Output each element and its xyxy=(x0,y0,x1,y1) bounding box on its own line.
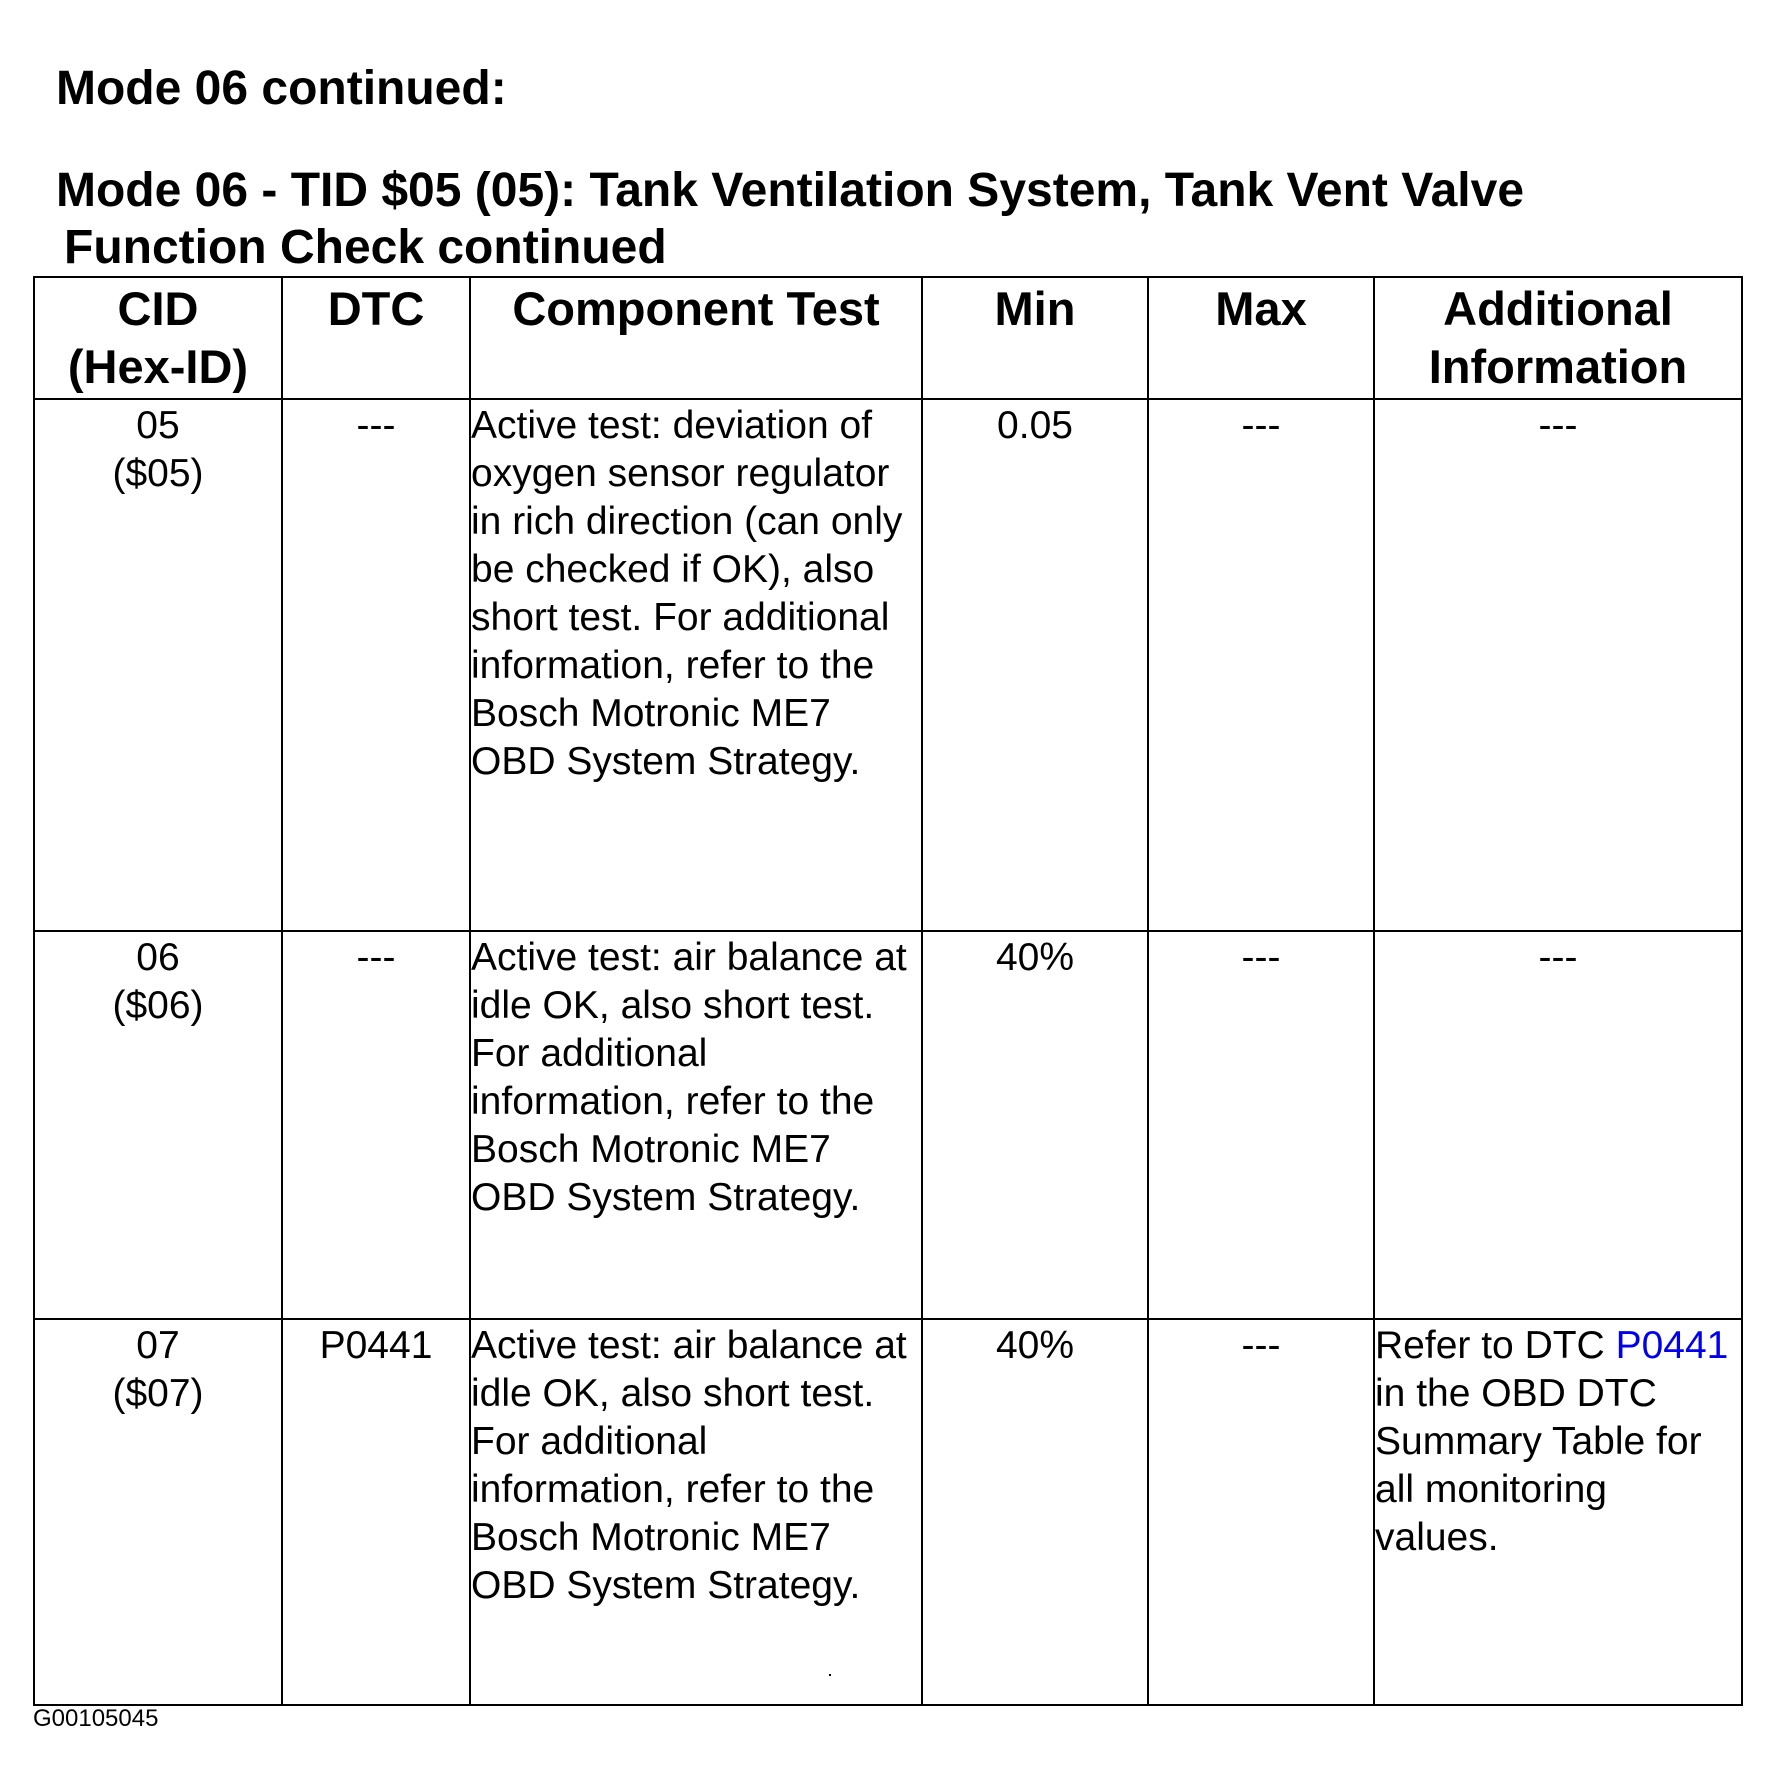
column-header-additional-line2: Information xyxy=(1428,340,1688,393)
table-row xyxy=(34,399,1742,931)
additional-info-cell: --- xyxy=(1374,931,1742,1319)
continued-heading: Mode 06 continued: xyxy=(56,62,507,115)
table-header-row xyxy=(34,277,1742,399)
dtc-p0441-link[interactable]: P0441 xyxy=(1615,1324,1729,1367)
min-cell: 40% xyxy=(922,1319,1148,1705)
dtc-cell: --- xyxy=(282,931,470,1319)
cid-cell xyxy=(34,931,282,1319)
section-title-line-1: Mode 06 - TID $05 (05): Tank Ventilation System, Tank Vent Valve xyxy=(56,164,1525,217)
column-header-max: Max xyxy=(1148,277,1374,399)
min-cell: 0.05 xyxy=(922,399,1148,931)
dtc-cell: P0441 xyxy=(282,1319,470,1705)
figure-id: G00105045 xyxy=(33,1705,159,1732)
cid-cell xyxy=(34,399,282,931)
additional-info-cell: --- xyxy=(1374,399,1742,931)
section-title-line-2: Function Check continued xyxy=(64,221,667,274)
hex-id-value: ($06) xyxy=(112,984,204,1027)
table-row xyxy=(34,931,1742,1319)
max-cell: --- xyxy=(1148,931,1374,1319)
cid-value: 05 xyxy=(136,404,180,447)
dtc-cell: --- xyxy=(282,399,470,931)
column-header-dtc: DTC xyxy=(282,277,470,399)
column-header-component-test: Component Test xyxy=(470,277,922,399)
column-header-cid-line2: (Hex-ID) xyxy=(67,340,249,393)
component-test-cell: Active test: deviation of oxygen sensor regulator in rich direction (can only be checked if OK), also short test. For additional information, refer to the Bosch Motronic ME7 OBD System Strategy. xyxy=(470,399,922,931)
component-test-cell: Active test: air balance at idle OK, also short test. For additional information, refer to the Bosch Motronic ME7 OBD System Strategy. xyxy=(470,1319,922,1705)
hex-id-value: ($05) xyxy=(112,452,204,495)
min-cell: 40% xyxy=(922,931,1148,1319)
column-header-additional-info xyxy=(1374,277,1742,399)
column-header-cid xyxy=(34,277,282,399)
info-suffix-text: in the OBD DTC Summary Table for all monitoring values. xyxy=(1375,1372,1702,1559)
stray-dot-mark xyxy=(829,1674,831,1676)
cid-cell xyxy=(34,1319,282,1705)
cid-value: 07 xyxy=(136,1324,180,1367)
column-header-cid-line1: CID xyxy=(117,282,199,335)
cid-value: 06 xyxy=(136,936,180,979)
max-cell: --- xyxy=(1148,1319,1374,1705)
max-cell: --- xyxy=(1148,399,1374,931)
table-row xyxy=(34,1319,1742,1705)
component-test-cell: Active test: air balance at idle OK, also short test. For additional information, refer to the Bosch Motronic ME7 OBD System Strategy. xyxy=(470,931,922,1319)
column-header-additional-line1: Additional xyxy=(1443,282,1673,335)
column-header-min: Min xyxy=(922,277,1148,399)
hex-id-value: ($07) xyxy=(112,1372,204,1415)
additional-info-cell xyxy=(1374,1319,1742,1705)
info-prefix-text: Refer to DTC xyxy=(1375,1324,1605,1367)
mode06-table xyxy=(33,276,1743,1706)
